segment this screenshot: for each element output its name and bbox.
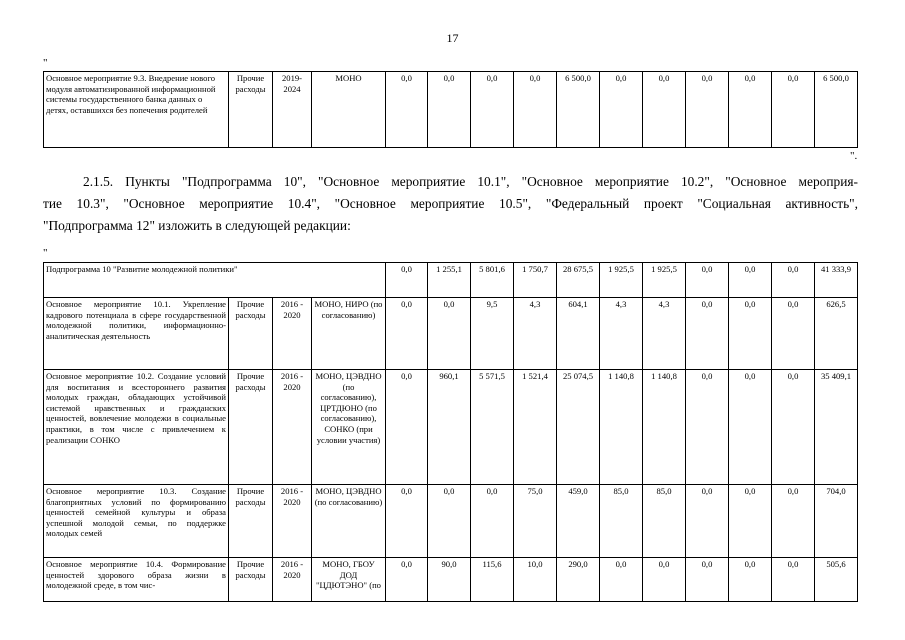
activity-name-cell: Основное мероприятие 9.3. Внедрение нового модуля автоматизированной информационной системы государственного банка данных о детях, оставшихся без попечения родителей [44, 72, 229, 148]
value-cell: 0,0 [729, 485, 772, 558]
subprogram-name-cell: Подпрограмма 10 "Развитие молодежной политики" [44, 263, 386, 298]
budget-table-part1 [43, 71, 858, 148]
value-cell: 0,0 [772, 72, 815, 148]
value-cell: 0,0 [729, 72, 772, 148]
value-cell: 0,0 [428, 72, 471, 148]
value-cell: 0,0 [686, 72, 729, 148]
value-cell: 0,0 [772, 370, 815, 485]
executor-cell: МОНО, ЦЭВДНО (по согласованию), ЦРТДЮНО (по согласованию), СОНКО (при условии участия) [312, 370, 386, 485]
value-cell: 0,0 [729, 298, 772, 370]
opening-quote: " [43, 247, 48, 259]
table-row [44, 485, 858, 558]
table-row [44, 298, 858, 370]
value-cell: 1 925,5 [600, 263, 643, 298]
value-cell: 1 255,1 [428, 263, 471, 298]
period-cell: 2019-2024 [273, 72, 312, 148]
value-cell: 0,0 [386, 485, 428, 558]
value-cell: 0,0 [386, 263, 428, 298]
subprogram-row [44, 263, 858, 298]
value-cell: 0,0 [386, 298, 428, 370]
value-cell: 90,0 [428, 558, 471, 602]
value-cell: 1 140,8 [600, 370, 643, 485]
value-cell: 0,0 [600, 558, 643, 602]
value-cell: 0,0 [471, 485, 514, 558]
value-cell: 0,0 [514, 72, 557, 148]
opening-quote: " [43, 57, 48, 69]
executor-cell: МОНО, НИРО (по согласованию) [312, 298, 386, 370]
table-row [44, 72, 858, 148]
value-cell: 28 675,5 [557, 263, 600, 298]
value-cell: 960,1 [428, 370, 471, 485]
executor-cell: МОНО [312, 72, 386, 148]
activity-name-cell: Основное мероприятие 10.4. Формирование ценностей здорового образа жизни в молодежной среде, в том чис- [44, 558, 229, 602]
value-cell: 0,0 [386, 558, 428, 602]
value-cell: 0,0 [772, 558, 815, 602]
value-cell: 0,0 [729, 263, 772, 298]
period-cell: 2016 - 2020 [273, 558, 312, 602]
value-cell: 115,6 [471, 558, 514, 602]
value-cell: 505,6 [815, 558, 858, 602]
value-cell: 0,0 [686, 485, 729, 558]
value-cell: 0,0 [471, 72, 514, 148]
value-cell: 0,0 [729, 370, 772, 485]
value-cell: 0,0 [729, 558, 772, 602]
paragraph-line: "Подпрограмма 12" изложить в следующей редакции: [43, 218, 351, 233]
table-row [44, 558, 858, 602]
executor-cell: МОНО, ЦЭВДНО (по согласованию) [312, 485, 386, 558]
value-cell: 0,0 [386, 370, 428, 485]
page-number: 17 [446, 31, 459, 45]
activity-name-cell: Основное мероприятие 10.1. Укрепление кадрового потенциала в сфере государственной молодежной политики, информационно-аналитическая деятельность [44, 298, 229, 370]
value-cell: 4,3 [514, 298, 557, 370]
value-cell: 85,0 [600, 485, 643, 558]
paragraph-line: тие 10.3", "Основное мероприятие 10.4", "Основное мероприятие 10.5", "Федеральный проект "Социальная активность", [43, 196, 858, 211]
expense-type-cell: Прочие расходы [229, 485, 273, 558]
value-cell: 25 074,5 [557, 370, 600, 485]
value-cell: 0,0 [600, 72, 643, 148]
value-cell: 10,0 [514, 558, 557, 602]
value-cell: 290,0 [557, 558, 600, 602]
value-cell: 604,1 [557, 298, 600, 370]
value-cell: 75,0 [514, 485, 557, 558]
value-cell: 0,0 [386, 72, 428, 148]
value-cell: 0,0 [686, 370, 729, 485]
expense-type-cell: Прочие расходы [229, 370, 273, 485]
value-cell: 1 140,8 [643, 370, 686, 485]
value-cell: 9,5 [471, 298, 514, 370]
value-cell: 4,3 [643, 298, 686, 370]
executor-cell: МОНО, ГБОУ ДОД "ЦДЮТЭНО" (по [312, 558, 386, 602]
value-cell: 0,0 [643, 558, 686, 602]
value-cell: 85,0 [643, 485, 686, 558]
value-cell: 0,0 [772, 263, 815, 298]
value-cell: 459,0 [557, 485, 600, 558]
value-cell: 35 409,1 [815, 370, 858, 485]
period-cell: 2016 - 2020 [273, 370, 312, 485]
table-row [44, 370, 858, 485]
value-cell: 0,0 [686, 298, 729, 370]
amendment-paragraph [43, 171, 858, 237]
value-cell: 6 500,0 [815, 72, 858, 148]
value-cell: 1 925,5 [643, 263, 686, 298]
value-cell: 0,0 [686, 558, 729, 602]
value-cell: 626,5 [815, 298, 858, 370]
closing-quote: ". [850, 150, 858, 162]
expense-type-cell: Прочие расходы [229, 72, 273, 148]
period-cell: 2016 - 2020 [273, 298, 312, 370]
activity-name-cell: Основное мероприятие 10.2. Создание условий для воспитания и всестороннего развития молодых граждан, обладающих устойчивой системой нравственных и гражданских ценностей, вовлечение молодежи в социальные практики, в том числе с привлечением к реализации СОНКО [44, 370, 229, 485]
activity-name-cell: Основное мероприятие 10.3. Создание благоприятных условий по формированию ценностей семейной культуры и образа успешной молодой семьи, по поддержке молодых семей [44, 485, 229, 558]
expense-type-cell: Прочие расходы [229, 298, 273, 370]
value-cell: 0,0 [686, 263, 729, 298]
value-cell: 0,0 [428, 485, 471, 558]
period-cell: 2016 - 2020 [273, 485, 312, 558]
value-cell: 0,0 [772, 298, 815, 370]
budget-table-part2 [43, 262, 858, 602]
value-cell: 0,0 [428, 298, 471, 370]
value-cell: 0,0 [772, 485, 815, 558]
value-cell: 5 801,6 [471, 263, 514, 298]
value-cell: 1 750,7 [514, 263, 557, 298]
value-cell: 5 571,5 [471, 370, 514, 485]
value-cell: 0,0 [643, 72, 686, 148]
value-cell: 704,0 [815, 485, 858, 558]
value-cell: 41 333,9 [815, 263, 858, 298]
value-cell: 1 521,4 [514, 370, 557, 485]
value-cell: 4,3 [600, 298, 643, 370]
expense-type-cell: Прочие расходы [229, 558, 273, 602]
paragraph-line: 2.1.5. Пункты "Подпрограмма 10", "Основное мероприятие 10.1", "Основное мероприятие 10.2", "Основное мероприя- [83, 174, 858, 189]
value-cell: 6 500,0 [557, 72, 600, 148]
